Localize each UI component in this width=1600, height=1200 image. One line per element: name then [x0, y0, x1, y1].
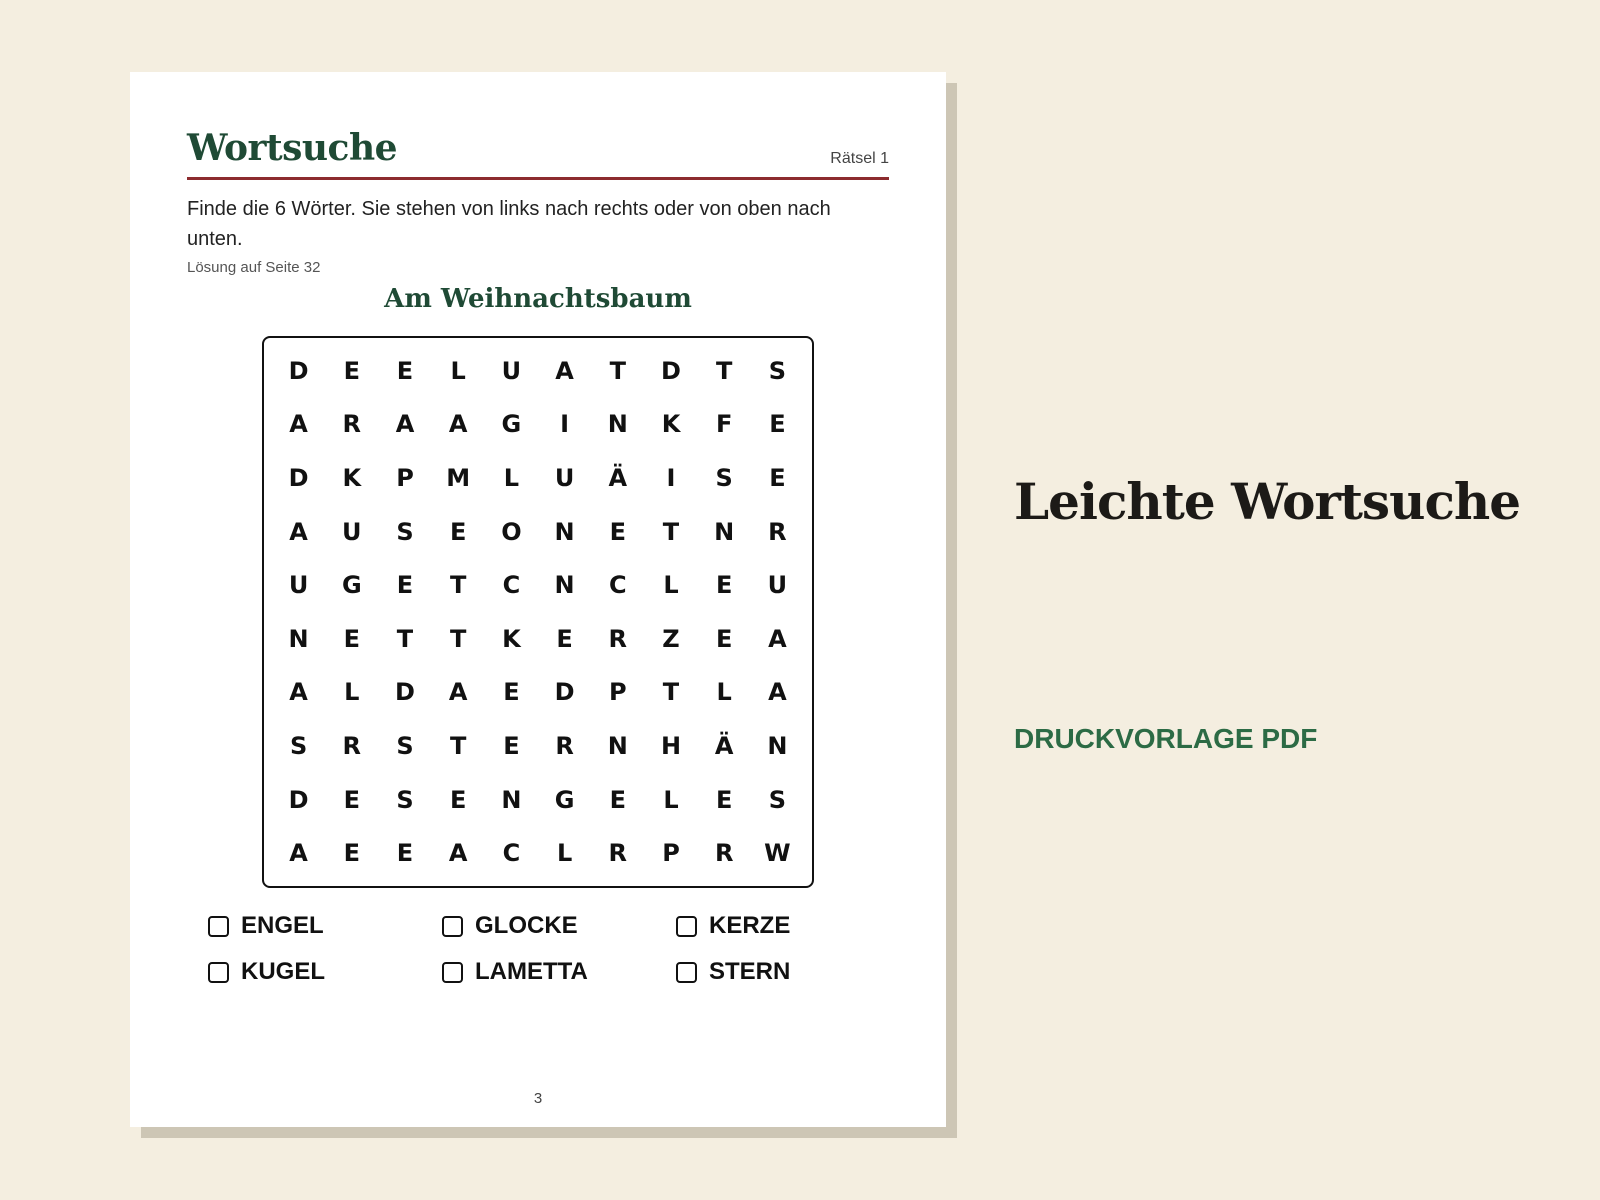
grid-cell[interactable]: M [446, 463, 471, 492]
grid-cell[interactable]: I [560, 410, 570, 439]
grid-cell[interactable]: E [715, 785, 733, 814]
grid-cell[interactable]: C [502, 571, 521, 600]
worksheet-page [130, 72, 946, 1127]
grid-cell[interactable]: E [343, 624, 360, 653]
grid-cell[interactable]: G [501, 410, 522, 439]
grid-cell[interactable]: E [343, 839, 360, 868]
grid-cell[interactable]: L [503, 463, 520, 492]
grid-cell[interactable]: U [554, 463, 575, 492]
grid-cell[interactable]: N [288, 624, 309, 653]
grid-cell[interactable]: N [501, 785, 522, 814]
grid-cell[interactable]: K [502, 624, 521, 653]
grid-cell[interactable]: C [608, 571, 627, 600]
grid-cell[interactable]: G [554, 785, 575, 814]
grid-cell[interactable]: A [448, 839, 468, 868]
grid-cell[interactable]: P [662, 839, 680, 868]
grid-cell[interactable]: L [663, 571, 679, 600]
grid-cell[interactable]: E [396, 839, 414, 868]
grid-cell[interactable]: R [714, 839, 734, 868]
grid-cell[interactable]: A [289, 517, 308, 546]
grid-cell[interactable]: U [501, 356, 522, 385]
grid-cell[interactable]: U [767, 571, 788, 600]
grid-cell[interactable]: E [715, 624, 733, 653]
grid-cell[interactable]: E [503, 678, 520, 707]
promo-title: Leichte Wortsuche [1014, 472, 1521, 531]
grid-cell[interactable]: A [289, 410, 308, 439]
grid-cell[interactable]: Z [662, 624, 680, 653]
grid-cell[interactable]: T [450, 624, 467, 653]
grid-cell[interactable]: W [764, 839, 791, 868]
page-header [187, 128, 889, 180]
grid-cell[interactable]: N [767, 731, 788, 760]
grid-cell[interactable]: R [555, 731, 574, 760]
grid-cell[interactable]: R [768, 517, 787, 546]
word-item [676, 910, 848, 942]
grid-cell[interactable]: L [344, 678, 360, 707]
grid-cell[interactable]: E [769, 463, 786, 492]
grid-cell[interactable]: E [609, 517, 626, 546]
promo-subtitle: DRUCKVORLAGE PDF [1014, 723, 1318, 754]
grid-cell[interactable]: I [666, 463, 676, 492]
word-checkbox[interactable] [208, 962, 229, 983]
solution-note: Lösung auf Seite 32 [187, 259, 321, 276]
grid-cell[interactable]: T [450, 731, 467, 760]
page-title: Wortsuche [187, 127, 398, 169]
grid-cell[interactable]: T [609, 356, 626, 385]
grid-cell[interactable]: F [715, 410, 733, 439]
grid-cell[interactable]: K [342, 463, 362, 492]
grid-cell[interactable]: A [289, 678, 308, 707]
grid-cell[interactable]: S [396, 517, 414, 546]
grid-cell[interactable]: D [395, 678, 415, 707]
word-label: KUGEL [241, 958, 325, 985]
grid-cell[interactable]: A [289, 839, 308, 868]
grid-cell[interactable]: E [396, 571, 414, 600]
grid-cell[interactable]: E [556, 624, 573, 653]
grid-cell[interactable]: R [342, 731, 362, 760]
grid-cell[interactable]: N [607, 410, 628, 439]
word-list [208, 910, 848, 988]
grid-cell[interactable]: S [396, 785, 414, 814]
grid-cell[interactable]: E [609, 785, 626, 814]
grid-cell[interactable]: T [396, 624, 414, 653]
grid-cell[interactable]: T [662, 517, 680, 546]
grid-cell[interactable]: A [395, 410, 415, 439]
grid-cell[interactable]: E [769, 410, 786, 439]
grid-cell[interactable]: S [396, 731, 414, 760]
puzzle-title: Am Weihnachtsbaum [384, 284, 692, 314]
word-checkbox[interactable] [208, 916, 229, 937]
grid-cell[interactable]: Ä [714, 731, 734, 760]
grid-cell[interactable]: D [288, 785, 309, 814]
grid-cell[interactable]: E [449, 517, 467, 546]
grid-cell[interactable]: S [289, 731, 308, 760]
grid-cell[interactable]: P [608, 678, 627, 707]
word-label: KERZE [709, 912, 791, 939]
word-checkbox[interactable] [676, 962, 697, 983]
grid-cell[interactable]: R [342, 410, 362, 439]
word-checkbox[interactable] [442, 962, 463, 983]
word-item [676, 956, 848, 988]
word-checkbox[interactable] [676, 916, 697, 937]
grid-cell[interactable]: N [554, 517, 575, 546]
grid-cell[interactable]: T [662, 678, 680, 707]
grid-cell[interactable]: C [502, 839, 521, 868]
grid-cell[interactable]: D [288, 463, 309, 492]
grid-cell[interactable]: T [450, 571, 467, 600]
grid-cell[interactable]: P [396, 463, 414, 492]
grid-cell[interactable]: S [768, 356, 787, 385]
word-label: LAMETTA [475, 958, 588, 985]
puzzle-number: Rätsel 1 [830, 150, 889, 167]
page-number: 3 [533, 1090, 543, 1107]
grid-cell[interactable]: K [661, 410, 681, 439]
grid-cell[interactable]: A [768, 624, 787, 653]
grid-cell[interactable]: U [342, 517, 362, 546]
grid-cell[interactable]: N [714, 517, 735, 546]
word-checkbox[interactable] [442, 916, 463, 937]
grid-cell[interactable]: A [555, 356, 574, 385]
grid-cell[interactable]: N [554, 571, 575, 600]
grid-cell[interactable]: E [449, 785, 467, 814]
word-item [442, 956, 676, 988]
grid-cell[interactable]: A [768, 678, 787, 707]
word-label: GLOCKE [475, 912, 578, 939]
grid-cell[interactable]: D [554, 678, 575, 707]
grid-cell[interactable]: E [715, 571, 733, 600]
grid-cell[interactable]: E [396, 356, 414, 385]
grid-cell[interactable]: R [608, 839, 628, 868]
grid-cell[interactable]: D [661, 356, 681, 385]
grid-cell[interactable]: A [448, 410, 468, 439]
grid-cell[interactable]: R [608, 624, 628, 653]
grid-cell[interactable]: T [716, 356, 733, 385]
word-item [208, 910, 442, 942]
grid-cell[interactable]: G [341, 571, 362, 600]
word-item [442, 910, 676, 942]
instructions-text: Finde die 6 Wörter. Sie stehen von links nach rechts oder von oben nach unten. [187, 198, 831, 250]
grid-cell[interactable]: O [501, 517, 522, 546]
grid-cell[interactable]: E [503, 731, 520, 760]
grid-cell[interactable]: A [448, 678, 468, 707]
grid-cell[interactable]: E [343, 356, 360, 385]
grid-cell[interactable]: L [663, 785, 679, 814]
word-label: ENGEL [241, 912, 324, 939]
word-item [208, 956, 442, 988]
grid-cell[interactable]: S [768, 785, 787, 814]
grid-cell[interactable]: L [716, 678, 732, 707]
letter-grid [262, 336, 814, 888]
grid-cell[interactable]: H [660, 731, 682, 760]
grid-cell[interactable]: S [715, 463, 733, 492]
grid-cell[interactable]: U [288, 571, 309, 600]
grid-cell[interactable]: L [556, 839, 573, 868]
grid-cell[interactable]: Ä [608, 463, 628, 492]
grid-cell[interactable]: N [607, 731, 628, 760]
grid-cell[interactable]: E [343, 785, 360, 814]
grid-cell[interactable]: D [288, 356, 309, 385]
word-label: STERN [709, 958, 791, 985]
grid-cell[interactable]: L [450, 356, 466, 385]
